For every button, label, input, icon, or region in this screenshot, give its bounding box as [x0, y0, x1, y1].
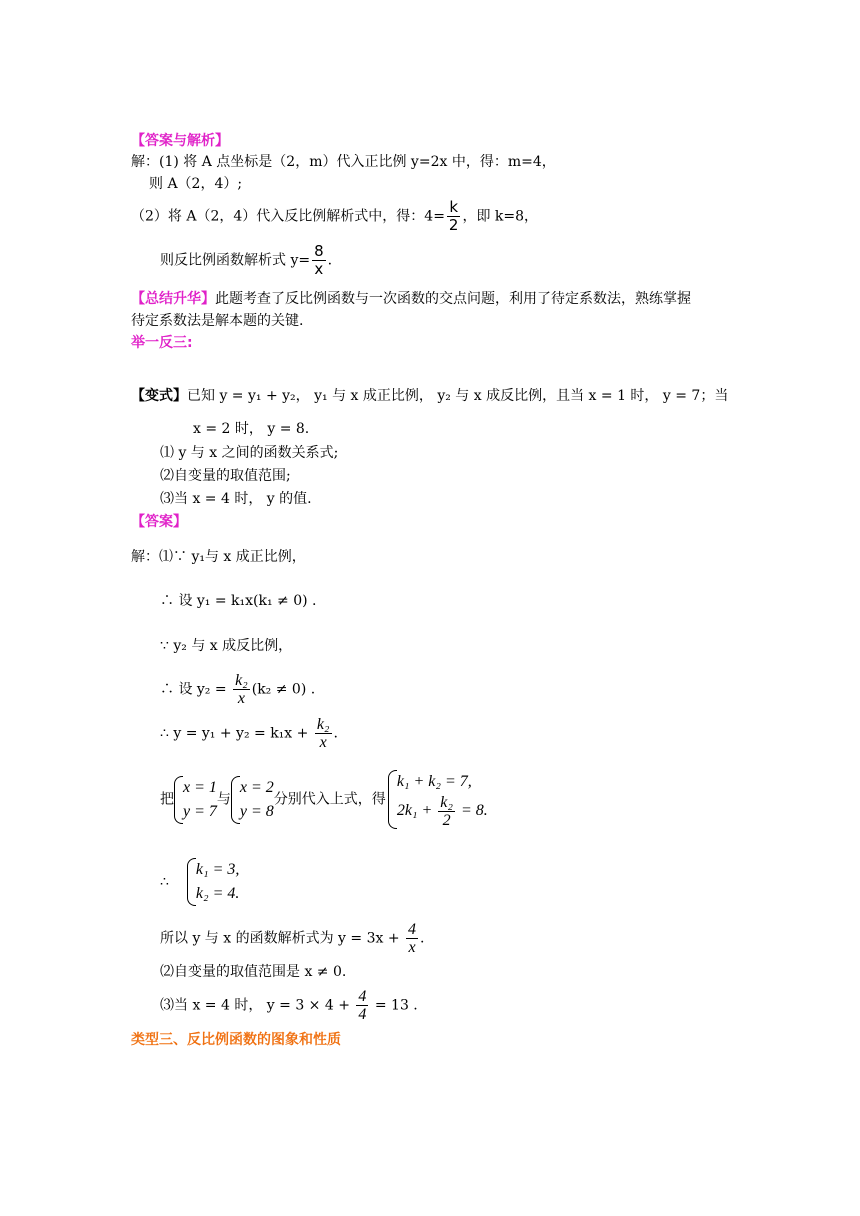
step-8-text: 所以 y 与 x 的函数解析式为 y = 3x +	[160, 930, 405, 947]
variant-line-2: x = 2 时， y = 8.	[193, 421, 310, 437]
analysis-line-1: 解：(1) 将 A 点坐标是（2，m）代入正比例 y=2x 中，得：m=4，	[131, 154, 556, 170]
answer-analysis-heading: 【答案与解析】	[131, 133, 229, 149]
fraction-numerator: k₂	[316, 716, 330, 733]
brace	[174, 776, 183, 824]
fraction-4-over-x	[406, 921, 418, 956]
summary-heading: 【总结升华】	[131, 291, 215, 307]
summary-line-2: 待定系数法是解本题的关键.	[131, 313, 304, 329]
analysis-line-3-text: （2）将 A（2，4）代入反比例解析式中，得：4=	[131, 208, 445, 225]
step-6-prefix: 把	[160, 791, 174, 808]
answer-step-7	[160, 858, 239, 906]
step-8-tail: .	[420, 930, 425, 947]
answer-step-1: 解：⑴∵ y₁与 x 成正比例，	[131, 549, 306, 565]
system-row: x = 1	[183, 778, 217, 796]
brace	[388, 770, 397, 829]
analysis-line-2: 则 A（2，4）;	[149, 176, 243, 192]
answer-step-8	[160, 921, 424, 956]
fraction-numerator: 8	[314, 242, 324, 260]
variant-line-1	[131, 387, 728, 405]
brace	[187, 858, 196, 906]
equation-system-1	[174, 776, 217, 824]
answer-step-2: ∴ 设 y₁ = k₁x(k₁ ≠ 0) .	[160, 593, 317, 609]
fraction-k2-over-x	[315, 716, 332, 751]
answer-step-4	[160, 672, 315, 707]
fraction-k2-over-x	[233, 672, 250, 707]
system-row-text: 2k₁ +	[396, 802, 437, 820]
summary-text-1: 此题考查了反比例函数与一次函数的交点问题，利用了待定系数法，熟练掌握	[215, 291, 691, 307]
fraction-numerator: k₂	[235, 672, 248, 689]
brace	[231, 776, 240, 824]
analysis-line-4-tail: .	[327, 252, 333, 269]
fraction-numerator: 4	[358, 988, 367, 1005]
step-5-tail: .	[333, 725, 338, 742]
system-row: k₁ + k₂ = 7,	[396, 773, 472, 790]
answer-step-5	[160, 716, 338, 751]
analysis-line-3-tail: ，即 k=8，	[462, 208, 539, 225]
answer-heading: 【答案】	[131, 514, 187, 530]
fraction-denominator: 2	[448, 216, 459, 234]
system-row: y = 8	[239, 802, 274, 820]
system-row: k₂ = 4.	[195, 885, 240, 902]
practice-heading: 举一反三:	[131, 335, 193, 351]
answer-step-9: ⑵自变量的取值范围是 x ≠ 0.	[160, 964, 347, 980]
step-4-text: ∴ 设 y₂ =	[160, 681, 232, 698]
fraction-numerator: 4	[408, 921, 417, 938]
variant-text-1: 已知 y = y₁ + y₂， y₁ 与 x 成正比例， y₂ 与 x 成反比例，且当 x = 1 时， y = 7；当	[187, 388, 729, 404]
fraction-numerator: k	[447, 199, 461, 217]
step-6-mid: 与	[216, 791, 231, 808]
fraction-denominator: x	[408, 939, 416, 956]
fraction-denominator: x	[319, 734, 327, 751]
fraction-4-over-4	[356, 988, 368, 1023]
fraction-denominator: 2	[442, 812, 451, 829]
fraction-k-over-2	[447, 199, 461, 234]
fraction-denominator: x	[314, 260, 324, 278]
analysis-line-4-text: 则反比例函数解析式 y=	[160, 252, 311, 269]
step-6-post: 分别代入上式，得	[273, 791, 386, 808]
equation-system-2	[231, 776, 274, 824]
fraction-numerator: k₂	[440, 794, 453, 811]
variant-question-2: ⑵自变量的取值范围;	[160, 468, 291, 484]
analysis-line-3	[131, 199, 538, 234]
system-row: x = 2	[239, 778, 274, 796]
analysis-line-4	[160, 243, 332, 278]
equation-system-4	[187, 858, 239, 906]
step-5-text: ∴ y = y₁ + y₂ = k₁x +	[160, 725, 313, 742]
answer-step-3: ∵ y₂ 与 x 成反比例，	[160, 638, 293, 654]
answer-step-6	[160, 770, 488, 829]
equation-system-3	[388, 770, 488, 829]
answer-step-10	[160, 988, 418, 1023]
fraction-8-over-x	[312, 243, 326, 278]
fraction-k2-over-2	[438, 794, 455, 829]
system-row: y = 7	[183, 802, 217, 820]
step-7-prefix: ∴	[160, 874, 169, 890]
step-10-text: ⑶当 x = 4 时， y = 3 × 4 +	[160, 997, 355, 1014]
fraction-denominator: x	[237, 690, 245, 707]
fraction-denominator: 4	[358, 1006, 367, 1023]
summary-line-1	[131, 290, 691, 308]
step-4-tail: (k₂ ≠ 0) .	[251, 681, 316, 698]
step-10-tail: = 13 .	[370, 997, 418, 1014]
system-row	[397, 794, 488, 829]
section-heading-type-3: 类型三、反比例函数的图象和性质	[131, 1032, 341, 1048]
system-row: k₁ = 3,	[195, 861, 240, 878]
system-row-tail: = 8.	[456, 802, 488, 820]
variant-question-3: ⑶当 x = 4 时， y 的值.	[160, 491, 312, 507]
variant-question-1: ⑴ y 与 x 之间的函数关系式;	[160, 445, 339, 461]
variant-label: 【变式】	[131, 388, 187, 404]
